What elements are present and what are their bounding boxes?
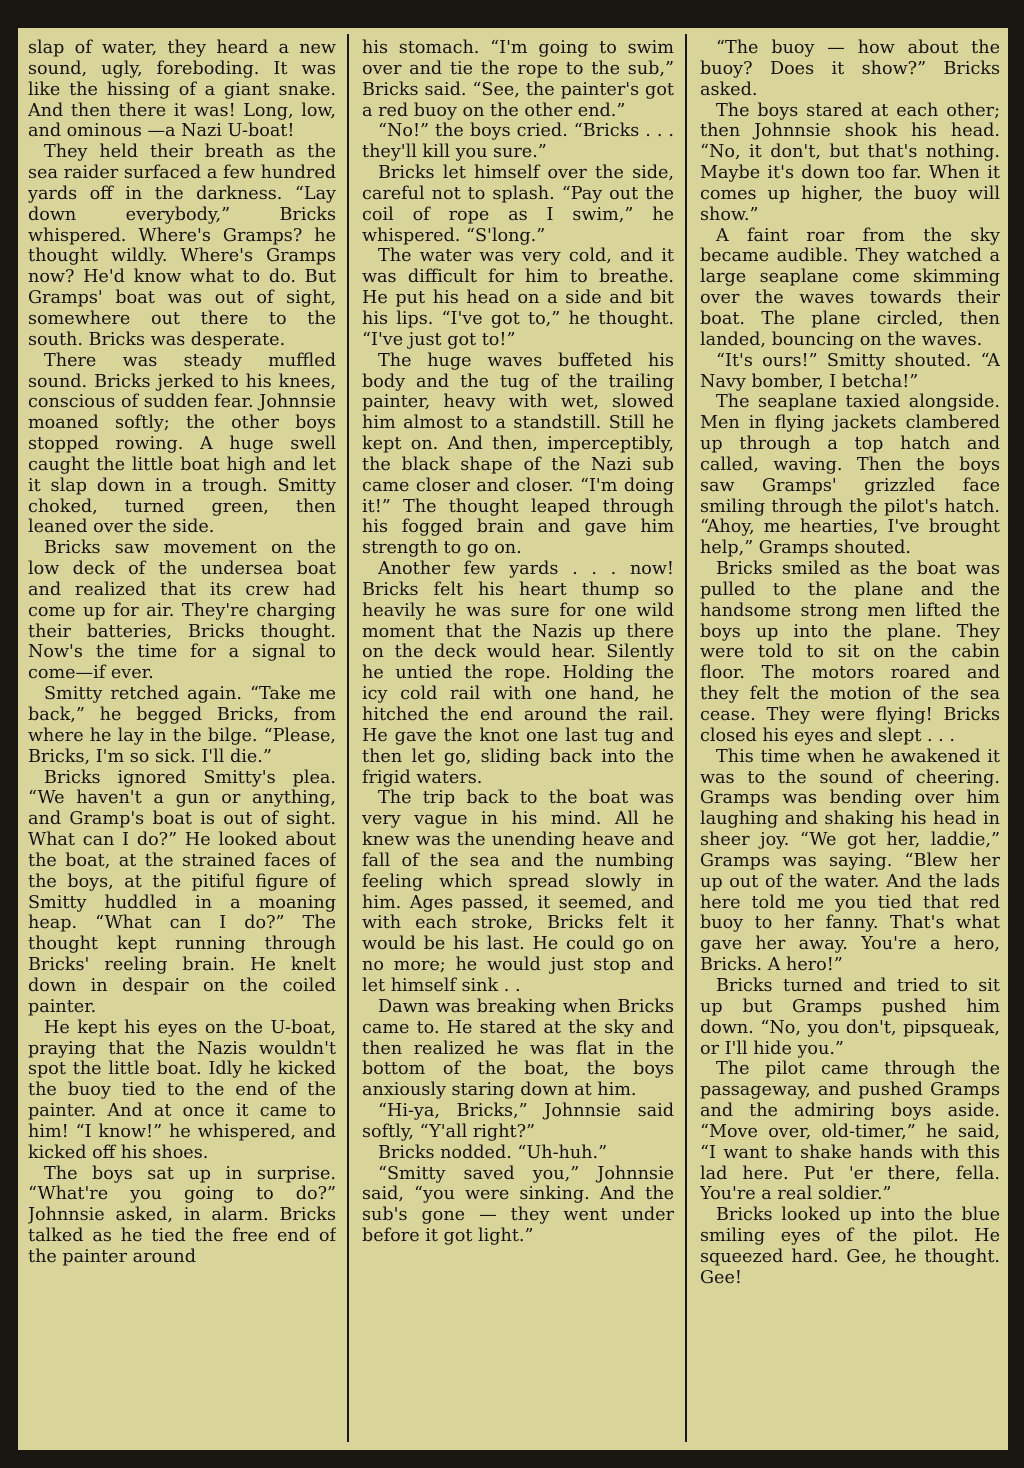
paragraph: “Hi-ya, Bricks,” Johnnsie said softly, “Y'all right?” bbox=[362, 1101, 674, 1142]
paragraph: They held their breath as the sea raider surfaced a few hundred yards off in the darkness. “Lay down everybody,” Bricks whispered. Where's Gramps? he thought wildly. Where's Gramps now? He'd know what to do. But Gramps' boat was out of sight, somewhere out there to the south. Bricks was desperate. bbox=[28, 142, 336, 350]
paragraph: Bricks saw movement on the low deck of the undersea boat and realized that its crew had come up for air. They're charging their batteries, Bricks thought. Now's the time for a signal to come—if ever. bbox=[28, 538, 336, 684]
paragraph: The pilot came through the passageway, and pushed Gramps and the admiring boys aside. “Move over, old-timer,” he said, “I want to shake hands with this lad here. Put 'er there, fella. You're a real soldier.” bbox=[700, 1059, 1000, 1205]
paragraph: Bricks let himself over the side, careful not to splash. “Pay out the coil of rope as I swim,” he whispered. “S'long.” bbox=[362, 163, 674, 246]
paragraph: This time when he awakened it was to the sound of cheering. Gramps was bending over him laughing and shaking his head in sheer joy. “We got her, laddie,” Gramps was saying. “Blew her up out of the water. And the lads here told me you tied that red buoy to her fanny. That's what gave her away. You're a hero, Bricks. A hero!” bbox=[700, 746, 1000, 976]
paragraph: “No!” the boys cried. “Bricks . . . they'll kill you sure.” bbox=[362, 121, 674, 163]
paragraph: “It's ours!” Smitty shouted. “A Navy bomber, I betcha!” bbox=[700, 350, 1000, 392]
text-panel bbox=[16, 26, 1010, 1452]
paragraph: “Smitty saved you,” Johnnsie said, “you were sinking. And the sub's gone — they went under before it got light.” bbox=[362, 1163, 674, 1247]
paragraph: Bricks nodded. “Uh-huh.” bbox=[378, 1142, 608, 1163]
paragraph: Bricks ignored Smitty's plea. “We haven't a gun or anything, and Gramp's boat is out of sight. What can I do?” He looked about the boat, at the strained faces of the boys, at the pitiful figure of Smitty huddled in a moaning heap. “What can I do?” The thought kept running through Bricks' reeling brain. He knelt down in despair on the coiled painter. bbox=[28, 767, 336, 1017]
paragraph: The huge waves buffeted his body and the tug of the trailing painter, heavy with wet, slowed him almost to a standstill. Still he kept on. And then, imperceptibly, the black shape of the Nazi sub came closer and closer. “I'm doing it!” The thought leaped through his fogged brain and gave him strength to go on. bbox=[362, 350, 674, 559]
paragraph: The seaplane taxied alongside. Men in flying jackets clambered up through a top hatch and called, waving. Then the boys saw Gramps' grizzled face smiling through the pilot's hatch. “Ahoy, me hearties, I've brought help,” Gramps shouted. bbox=[700, 392, 1000, 559]
paragraph: The boys stared at each other; then Johnnsie shook his head. “No, it don't, but that's nothing. Maybe it's down too far. When it comes up higher, the buoy will show.” bbox=[700, 100, 1000, 225]
paragraph: Another few yards . . . now! Bricks felt his heart thump so heavily he was sure for one wild moment that the Nazis up there on the deck would hear. Silently he untied the rope. Holding the icy cold rail with one hand, he hitched the end around the rail. He gave the knot one last tug and then let go, sliding back into the frigid waters. bbox=[362, 559, 674, 788]
paragraph: The trip back to the boat was very vague in his mind. All he knew was the unending heave and fall of the sea and the numbing feeling which spread slowly in him. Ages passed, it seemed, and with each stroke, Bricks felt it would be his last. He could go on no more; he would just stop and let himself sink . . bbox=[362, 788, 674, 996]
paragraph: his stomach. “I'm going to swim over and tie the rope to the sub,” Bricks said. “See, the painter's got a red buoy on the other end.” bbox=[362, 38, 674, 121]
paragraph: The water was very cold, and it was difficult for him to breathe. He put his head on a side and bit his lips. “I've got to,” he thought. “I've just got to!” bbox=[362, 246, 674, 350]
paragraph: Bricks turned and tried to sit up but Gramps pushed him down. “No, you don't, pipsqueak, or I'll hide you.” bbox=[700, 975, 1000, 1059]
paragraph: A faint roar from the sky became audible. They watched a large seaplane come skimming over the waves towards their boat. The plane circled, then landed, bouncing on the waves. bbox=[700, 225, 1000, 350]
column-1 bbox=[28, 38, 336, 1442]
column-divider bbox=[347, 34, 349, 1442]
paragraph: He kept his eyes on the U-boat, praying that the Nazis wouldn't spot the little boat. Idly he kicked the buoy tied to the end of the painter. And at once it came to him! “I know!” he whispered, and kicked off his shoes. bbox=[28, 1017, 336, 1163]
paragraph: Bricks smiled as the boat was pulled to the plane and the handsome strong men lifted the boys up into the plane. They were told to sit on the cabin floor. The motors roared and they felt the motion of the sea cease. They were flying! Bricks closed his eyes and slept . . . bbox=[700, 559, 1000, 746]
paragraph: The boys sat up in surprise. “What're you going to do?” Johnnsie asked, in alarm. Bricks talked as he tied the free end of the painter around bbox=[28, 1163, 336, 1267]
paragraph: Smitty retched again. “Take me back,” he begged Bricks, from where he lay in the bilge. “Please, Bricks, I'm so sick. I'll die.” bbox=[28, 684, 336, 767]
column-2 bbox=[362, 38, 674, 1442]
paragraph: Dawn was breaking when Bricks came to. He stared at the sky and then realized he was flat in the bottom of the boat, the boys anxiously staring down at him. bbox=[362, 996, 674, 1101]
column-3 bbox=[700, 38, 1000, 1442]
paragraph: There was steady muffled sound. Bricks jerked to his knees, conscious of sudden fear. Johnnsie moaned softly; the other boys stopped rowing. A huge swell caught the little boat high and let it slap down in a trough. Smitty choked, turned green, then leaned over the side. bbox=[28, 350, 336, 538]
column-divider bbox=[685, 34, 687, 1442]
paragraph: slap of water, they heard a new sound, ugly, foreboding. It was like the hissing of a giant snake. And then there it was! Long, low, and ominous —a Nazi U-boat! bbox=[28, 38, 336, 142]
paragraph: Bricks looked up into the blue smiling eyes of the pilot. He squeezed hard. Gee, he thought. Gee! bbox=[700, 1205, 1000, 1288]
paragraph: “The buoy — how about the buoy? Does it show?” Bricks asked. bbox=[700, 38, 1000, 100]
